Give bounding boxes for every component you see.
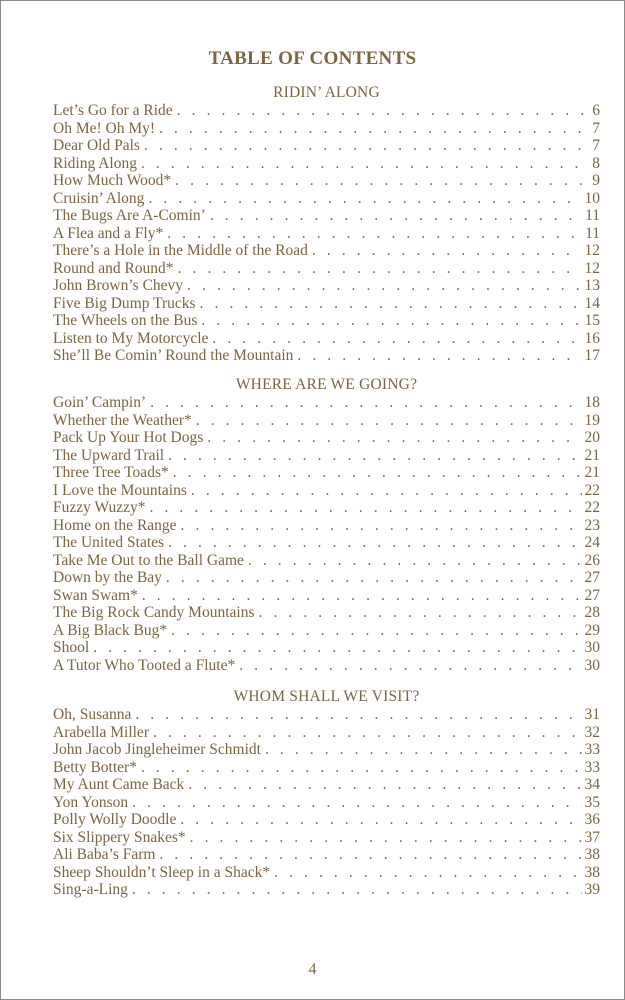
section-heading: RIDIN’ ALONG xyxy=(273,84,380,101)
entry-page-number: 28 xyxy=(584,604,600,621)
entry-title: Let’s Go for a Ride xyxy=(53,102,173,119)
section-heading: WHOM SHALL WE VISIT? xyxy=(233,688,420,705)
entry-page-number: 8 xyxy=(592,154,600,172)
toc-entry xyxy=(53,172,600,190)
entry-list xyxy=(53,706,600,899)
entry-page-number: 18 xyxy=(584,394,600,411)
entry-title: My Aunt Came Back xyxy=(53,776,185,793)
entry-page-number: 34 xyxy=(584,776,600,793)
toc-entry xyxy=(53,811,600,829)
dot-leader xyxy=(132,794,581,812)
toc-entry xyxy=(53,260,600,278)
entry-page-number: 6 xyxy=(592,102,600,119)
dot-leader xyxy=(142,587,582,605)
entry-title: Five Big Dump Trucks xyxy=(53,294,196,312)
entry-title: Polly Wolly Doodle xyxy=(53,811,177,828)
entry-page-number: 9 xyxy=(592,172,600,189)
dot-leader xyxy=(207,429,581,447)
entry-page-number: 19 xyxy=(584,411,600,429)
toc-section-whom-shall-we-visit xyxy=(53,687,600,899)
entry-page-number: 22 xyxy=(584,481,600,499)
entry-page-number: 7 xyxy=(592,137,600,154)
dot-leader xyxy=(141,759,582,777)
entry-title: Goin’ Campin’ xyxy=(53,394,147,411)
dot-leader xyxy=(210,207,582,225)
entry-title: There’s a Hole in the Middle of the Road xyxy=(53,242,308,259)
entry-title: Home on the Range xyxy=(53,516,177,534)
dot-leader xyxy=(168,447,581,465)
dot-leader xyxy=(239,657,581,675)
entry-list xyxy=(53,394,600,674)
toc-entry xyxy=(53,120,600,138)
dot-leader xyxy=(148,190,581,208)
dot-leader xyxy=(144,137,589,155)
entry-title: I Love the Mountains xyxy=(53,481,187,499)
entry-page-number: 32 xyxy=(584,723,600,741)
entry-page-number: 38 xyxy=(584,846,600,863)
page-number: 4 xyxy=(308,961,317,978)
toc-entry xyxy=(53,137,600,155)
entry-page-number: 17 xyxy=(584,347,600,364)
dot-leader xyxy=(201,312,581,330)
toc-entry xyxy=(53,794,600,812)
toc-entry xyxy=(53,155,600,173)
toc-entry xyxy=(53,517,600,535)
page-title: TABLE OF CONTENTS xyxy=(208,48,417,69)
entry-title: The Bugs Are A-Comin’ xyxy=(53,207,206,224)
dot-leader xyxy=(168,534,581,552)
toc-entry xyxy=(53,312,600,330)
entry-title: How Much Wood* xyxy=(53,172,172,189)
toc-entry xyxy=(53,412,600,430)
toc-entry xyxy=(53,724,600,742)
toc-entry xyxy=(53,776,600,794)
entry-page-number: 7 xyxy=(592,119,600,137)
dot-leader xyxy=(212,330,581,348)
entry-title: The Upward Trail xyxy=(53,446,165,464)
dot-leader xyxy=(181,517,582,535)
entry-title: Take Me Out to the Ball Game xyxy=(53,551,244,569)
dot-leader xyxy=(150,499,582,517)
dot-leader xyxy=(187,277,581,295)
entry-page-number: 14 xyxy=(584,294,600,312)
entry-page-number: 10 xyxy=(584,189,600,207)
dot-leader xyxy=(141,155,589,173)
entry-title: Sing-a-Ling xyxy=(53,881,128,898)
dot-leader xyxy=(274,864,581,882)
toc-entry xyxy=(53,429,600,447)
dot-leader xyxy=(191,482,582,500)
toc-entry xyxy=(53,741,600,759)
toc-entry xyxy=(53,569,600,587)
entry-page-number: 13 xyxy=(584,277,600,294)
dot-leader xyxy=(153,724,582,742)
entry-page-number: 16 xyxy=(584,329,600,347)
entry-title: Betty Botter* xyxy=(53,758,137,776)
entry-title: Cruisin’ Along xyxy=(53,189,145,207)
entry-page-number: 12 xyxy=(584,242,600,259)
entry-page-number: 21 xyxy=(584,446,600,464)
section-heading: WHERE ARE WE GOING? xyxy=(235,376,418,393)
dot-leader xyxy=(175,172,589,190)
dot-leader xyxy=(265,741,582,759)
dot-leader xyxy=(259,604,582,622)
entry-title: John Jacob Jingleheimer Schmidt xyxy=(53,741,261,758)
entry-title: The Wheels on the Bus xyxy=(53,312,198,329)
dot-leader xyxy=(180,811,581,829)
entry-page-number: 12 xyxy=(584,259,600,277)
entry-page-number: 35 xyxy=(584,793,600,811)
entry-page-number: 26 xyxy=(584,551,600,569)
toc-entry xyxy=(53,552,600,570)
entry-title: Arabella Miller xyxy=(53,723,149,741)
entry-title: Pack Up Your Hot Dogs xyxy=(53,429,204,446)
entry-title: Dear Old Pals xyxy=(53,137,140,154)
dot-leader xyxy=(178,260,582,278)
dot-leader xyxy=(312,242,582,260)
toc-section-where-are-we-going xyxy=(53,375,600,674)
entry-page-number: 39 xyxy=(584,881,600,898)
dot-leader xyxy=(190,829,582,847)
dot-leader xyxy=(159,120,589,138)
dot-leader xyxy=(159,846,581,864)
entry-title: Listen to My Motorcycle xyxy=(53,329,209,347)
toc-entry xyxy=(53,482,600,500)
toc-entry xyxy=(53,102,600,120)
entry-title: Down by the Bay xyxy=(53,569,162,586)
entry-page-number: 37 xyxy=(584,828,600,846)
dot-leader xyxy=(135,706,581,724)
toc-entry xyxy=(53,225,600,243)
entry-title: John Brown’s Chevy xyxy=(53,277,184,294)
entry-title: Round and Round* xyxy=(53,259,174,277)
entry-page-number: 33 xyxy=(584,741,600,758)
dot-leader xyxy=(248,552,582,570)
toc-entry xyxy=(53,846,600,864)
entry-page-number: 15 xyxy=(584,312,600,329)
toc-section-ridin-along xyxy=(53,83,600,365)
dot-leader xyxy=(93,639,581,657)
entry-title: Ali Baba’s Farm xyxy=(53,846,156,863)
entry-page-number: 11 xyxy=(585,207,600,224)
entry-title: Six Slippery Snakes* xyxy=(53,828,186,846)
entry-page-number: 36 xyxy=(584,811,600,828)
entry-title: Fuzzy Wuzzy* xyxy=(53,499,146,516)
entry-page-number: 27 xyxy=(584,586,600,604)
entry-page-number: 38 xyxy=(584,863,600,881)
toc-entry xyxy=(53,464,600,482)
dot-leader xyxy=(166,569,582,587)
dot-leader xyxy=(173,464,582,482)
entry-title: Sheep Shouldn’t Sleep in a Shack* xyxy=(53,863,271,881)
dot-leader xyxy=(132,881,582,899)
toc-entry xyxy=(53,829,600,847)
dot-leader xyxy=(196,412,582,430)
entry-title: Oh, Susanna xyxy=(53,706,132,723)
entry-page-number: 24 xyxy=(584,534,600,551)
toc-entry xyxy=(53,499,600,517)
entry-page-number: 21 xyxy=(584,464,600,481)
toc-entry xyxy=(53,639,600,657)
toc-entry xyxy=(53,447,600,465)
entry-page-number: 20 xyxy=(584,429,600,446)
entry-title: The Big Rock Candy Mountains xyxy=(53,604,255,621)
toc-entry xyxy=(53,604,600,622)
entry-page-number: 31 xyxy=(584,706,600,723)
entry-page-number: 33 xyxy=(584,758,600,776)
entry-page-number: 11 xyxy=(585,224,600,242)
entry-page-number: 30 xyxy=(584,639,600,656)
entry-title: The United States xyxy=(53,534,165,551)
toc-entry xyxy=(53,330,600,348)
dot-leader xyxy=(177,102,590,120)
entry-title: Swan Swam* xyxy=(53,586,138,604)
entry-page-number: 22 xyxy=(584,499,600,516)
toc-entry xyxy=(53,622,600,640)
entry-title: A Tutor Who Tooted a Flute* xyxy=(53,656,236,674)
entry-title: Shool xyxy=(53,639,90,656)
toc-entry xyxy=(53,881,600,899)
toc-entry xyxy=(53,534,600,552)
toc-entry xyxy=(53,242,600,260)
toc-entry xyxy=(53,864,600,882)
entry-title: A Big Black Bug* xyxy=(53,621,168,639)
entry-title: Riding Along xyxy=(53,154,137,172)
entry-title: Whether the Weather* xyxy=(53,411,192,429)
entry-page-number: 23 xyxy=(584,516,600,534)
dot-leader xyxy=(188,776,581,794)
entry-title: She’ll Be Comin’ Round the Mountain xyxy=(53,347,294,364)
toc-entry xyxy=(53,657,600,675)
toc-entry xyxy=(53,207,600,225)
entry-list xyxy=(53,102,600,365)
dot-leader xyxy=(297,347,581,365)
toc-entry xyxy=(53,347,600,365)
toc-entry xyxy=(53,587,600,605)
toc-entry xyxy=(53,295,600,313)
entry-title: Yon Yonson xyxy=(53,793,129,811)
entry-title: A Flea and a Fly* xyxy=(53,224,164,242)
entry-title: Three Tree Toads* xyxy=(53,464,169,481)
dot-leader xyxy=(167,225,582,243)
entry-title: Oh Me! Oh My! xyxy=(53,119,156,137)
dot-leader xyxy=(171,622,581,640)
toc-entry xyxy=(53,706,600,724)
dot-leader xyxy=(150,394,581,412)
dot-leader xyxy=(200,295,582,313)
entry-page-number: 30 xyxy=(584,656,600,674)
toc-entry xyxy=(53,277,600,295)
entry-page-number: 29 xyxy=(584,621,600,639)
toc-entry xyxy=(53,190,600,208)
toc-entry xyxy=(53,394,600,412)
toc-entry xyxy=(53,759,600,777)
entry-page-number: 27 xyxy=(584,569,600,586)
